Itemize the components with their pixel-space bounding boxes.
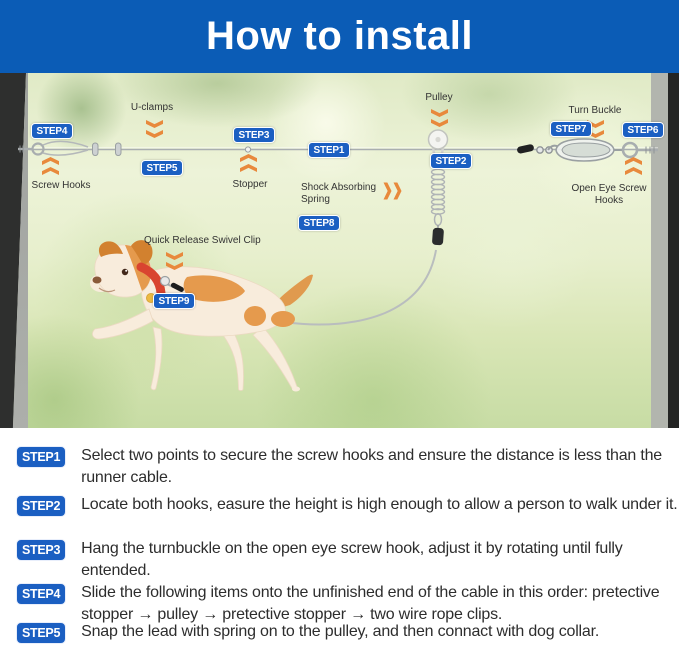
header-bar	[0, 0, 679, 73]
label-turn-buckle: Turn Buckle	[568, 105, 622, 116]
step-badge-5: STEP5	[16, 622, 66, 644]
step-badge-1: STEP1	[16, 446, 66, 468]
photo-badge-step7: STEP7	[550, 121, 592, 137]
label-stopper: Stopper	[232, 179, 268, 190]
step-text-2: Locate both hooks, easure the height is high enough to allow a person to walk under it.	[81, 496, 678, 513]
photo-badge-step6: STEP6	[622, 122, 664, 138]
photo-badge-step1: STEP1	[308, 142, 350, 158]
step-text-3: Hang the turnbuckle on the open eye screw hook, adjust it by rotating until fully entended.	[81, 540, 623, 579]
step-badge-4: STEP4	[16, 583, 66, 605]
step-row-5	[16, 621, 679, 644]
chevron-up-open-eye-icon	[625, 157, 642, 175]
turnbuckle-graphic	[516, 139, 622, 161]
photo-badge-step3: STEP3	[233, 127, 275, 143]
swivel-clip-graphic	[432, 225, 444, 245]
step-row-2	[16, 494, 679, 517]
label-shock-absorbing-spring: Shock Absorbing Spring	[301, 182, 377, 205]
steps-list	[0, 428, 679, 648]
install-photo	[0, 73, 679, 428]
stopper-graphic	[245, 147, 250, 152]
chevron-down-swivel-clip-icon	[166, 252, 183, 270]
step-text-5: Snap the lead with spring on to the pulley, and then connact with dog collar.	[81, 623, 600, 640]
photo-badge-step2: STEP2	[430, 153, 472, 169]
step-badge-3: STEP3	[16, 539, 66, 561]
photo-badge-step9: STEP9	[153, 293, 195, 309]
step-row-4	[16, 582, 679, 625]
photo-badge-step4: STEP4	[31, 123, 73, 139]
step-text-4: Slide the following items onto the unfinished end of the cable in this order: pretective stopper → pulley → pretective stopper → two wire rope clips.	[81, 584, 660, 623]
label-pulley: Pulley	[425, 92, 453, 103]
label-open-eye-screw-hooks: Open Eye Screw Hooks	[571, 183, 647, 206]
chevron-up-stopper-icon	[240, 154, 257, 172]
chevron-up-screw-hooks-icon	[42, 157, 59, 175]
label-quick-release-swivel-clip: Quick Release Swivel Clip	[144, 235, 261, 246]
step-text-1: Select two points to secure the screw hooks and ensure the distance is less than the runner cable.	[81, 447, 662, 486]
chevron-down-u-clamps-icon	[146, 120, 163, 138]
photo-badge-step5: STEP5	[141, 160, 183, 176]
step-row-1	[16, 445, 679, 488]
step-badge-2: STEP2	[16, 495, 66, 517]
label-u-clamps: U-clamps	[130, 102, 174, 113]
dog-illustration	[90, 240, 313, 391]
chevron-down-pulley-icon	[431, 109, 448, 127]
chevron-right-spring-icon	[384, 183, 402, 200]
photo-badge-step8: STEP8	[298, 215, 340, 231]
page-title: How to install	[206, 14, 473, 58]
step-row-3	[16, 538, 679, 581]
spring-graphic	[432, 169, 445, 225]
label-screw-hooks: Screw Hooks	[31, 180, 91, 191]
